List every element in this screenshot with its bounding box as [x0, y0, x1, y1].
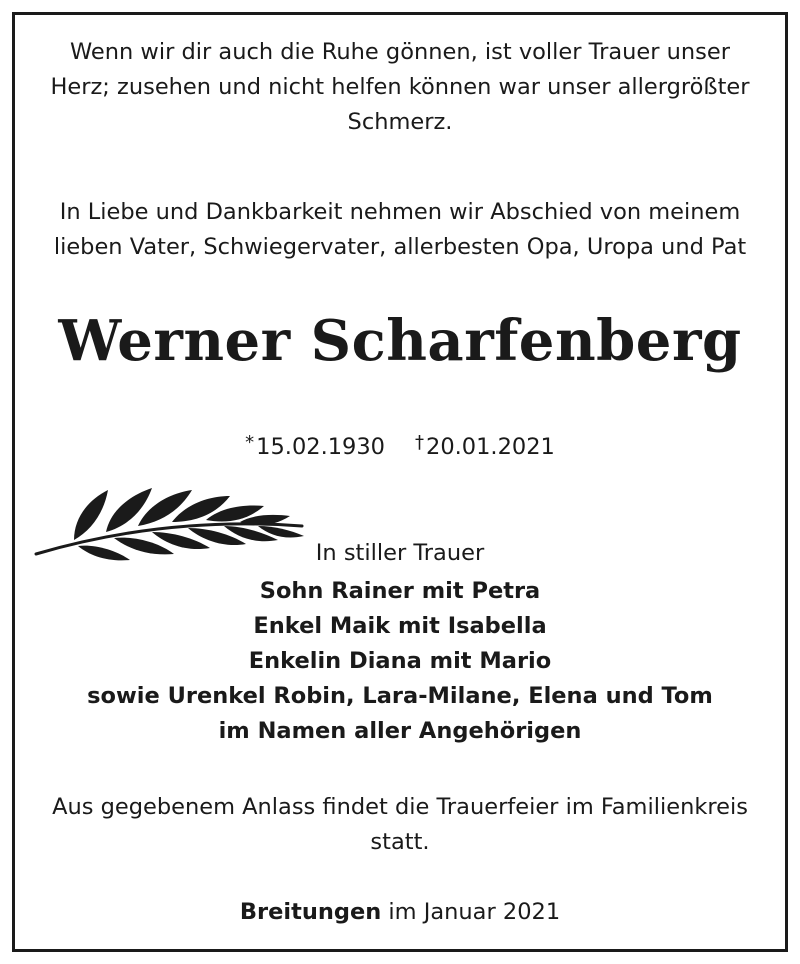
intro-line-2: lieben Vater, Schwiegervater, allerbesten Opa, Uropa und Pat — [53, 234, 747, 260]
death-date: 20.01.2021 — [426, 434, 555, 460]
place-and-date — [0, 895, 800, 930]
mourner-line-4: sowie Urenkel Robin, Lara-Milane, Elena und Tom — [87, 683, 713, 709]
notice-line-1: Aus gegebenem Anlass findet die Trauerfeier im Familienkreis — [52, 794, 748, 820]
notice-line-2: statt. — [370, 829, 430, 855]
mourner-line-3: Enkelin Diana mit Mario — [248, 648, 552, 674]
birth-date: 15.02.1930 — [256, 434, 385, 460]
place-name: Breitungen — [239, 899, 382, 925]
poem-line-3: Schmerz. — [347, 109, 453, 135]
birth-symbol: * — [245, 432, 255, 453]
death-symbol: † — [415, 432, 424, 453]
poem-line-1: Wenn wir dir auch die Ruhe gönnen, ist voller Trauer unser — [69, 39, 730, 65]
poem-line-2: Herz; zusehen und nicht helfen können war unser allergrößter — [50, 74, 750, 100]
deceased-name: Werner Scharfenberg — [58, 308, 742, 374]
intro-line-1: In Liebe und Dankbarkeit nehmen wir Abschied von meinem — [59, 199, 741, 225]
mourning-label: In stiller Trauer — [315, 540, 485, 566]
place-date: im Januar 2021 — [388, 899, 561, 925]
mourner-line-1: Sohn Rainer mit Petra — [259, 578, 541, 604]
mourner-line-5: im Namen aller Angehörigen — [218, 718, 582, 744]
life-dates — [0, 425, 800, 465]
mourner-line-2: Enkel Maik mit Isabella — [253, 613, 547, 639]
